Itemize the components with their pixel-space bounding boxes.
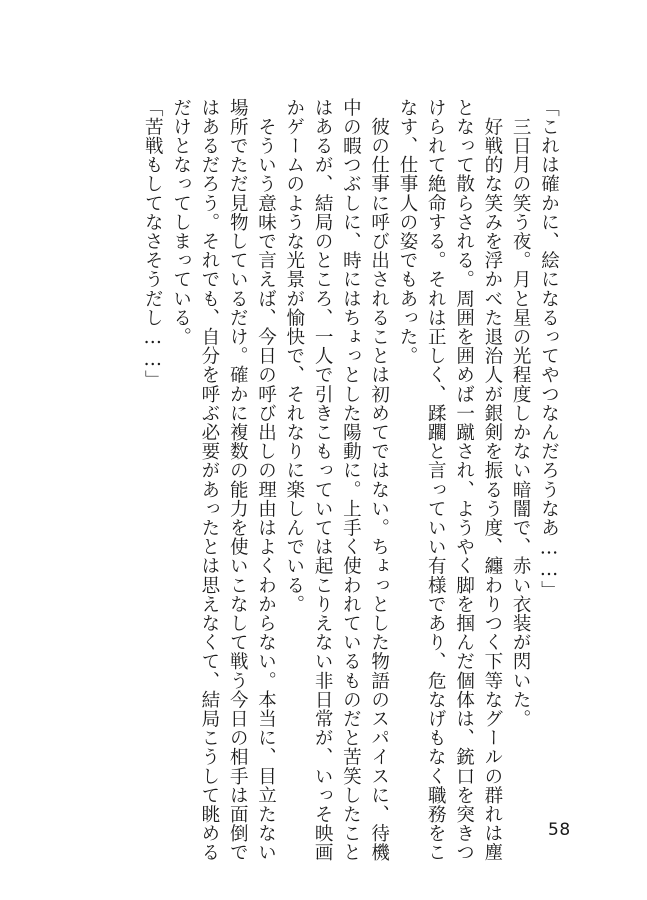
text-line: となって散らされる。周囲を囲めば一蹴され、ようやく脚を掴んだ個体は、銃口を突きつ xyxy=(453,98,475,862)
text-line: そういう意味で言えば、今日の呼び出しの理由はよくわからない。本当に、目立たない xyxy=(255,98,277,862)
text-line: 彼の仕事に呼び出されることは初めてではない。ちょっとした物語のスパイスに、待機 xyxy=(368,98,390,862)
text-line: 好戦的な笑みを浮かべた退治人が銀剣を振るう度、纏わりつく下等なグールの群れは塵 xyxy=(481,98,503,862)
text-line: 中の暇つぶしに、時にはちょっとした陽動に。上手く使われているものだと苦笑したこと xyxy=(340,98,362,862)
text-line: けられて絶命する。それは正しく、蹂躙と言っていい有様であり、危なげもなく職務をこ xyxy=(425,98,447,862)
text-line: 「苦戦もしてなさそうだし……」 xyxy=(142,98,164,390)
text-line: かゲームのような光景が愉快で、それなりに楽しんでいる。 xyxy=(283,98,305,614)
page-number: 58 xyxy=(548,820,571,840)
text-line: はあるだろう。それでも、自分を呼ぶ必要があったとは思えなくて、結局こうして眺める xyxy=(198,98,220,862)
text-line: 場所でただ見物しているだけ。確かに複数の能力を使いこなして戦う今日の相手は面倒で xyxy=(227,98,249,862)
text-line: 「これは確かに、絵になるってやつなんだろうなあ……」 xyxy=(538,98,560,600)
text-line: 三日月の笑う夜。月と星の光程度しかない暗闇で、赤い衣装が閃いた。 xyxy=(510,98,532,729)
text-line: なす、仕事人の姿でもあった。 xyxy=(396,98,418,366)
text-line: はあるが、結局のところ、一人で引きこもっていては起こりえない非日常が、いっそ映画 xyxy=(312,98,334,862)
text-line: だけとなってしまっている。 xyxy=(170,98,192,347)
